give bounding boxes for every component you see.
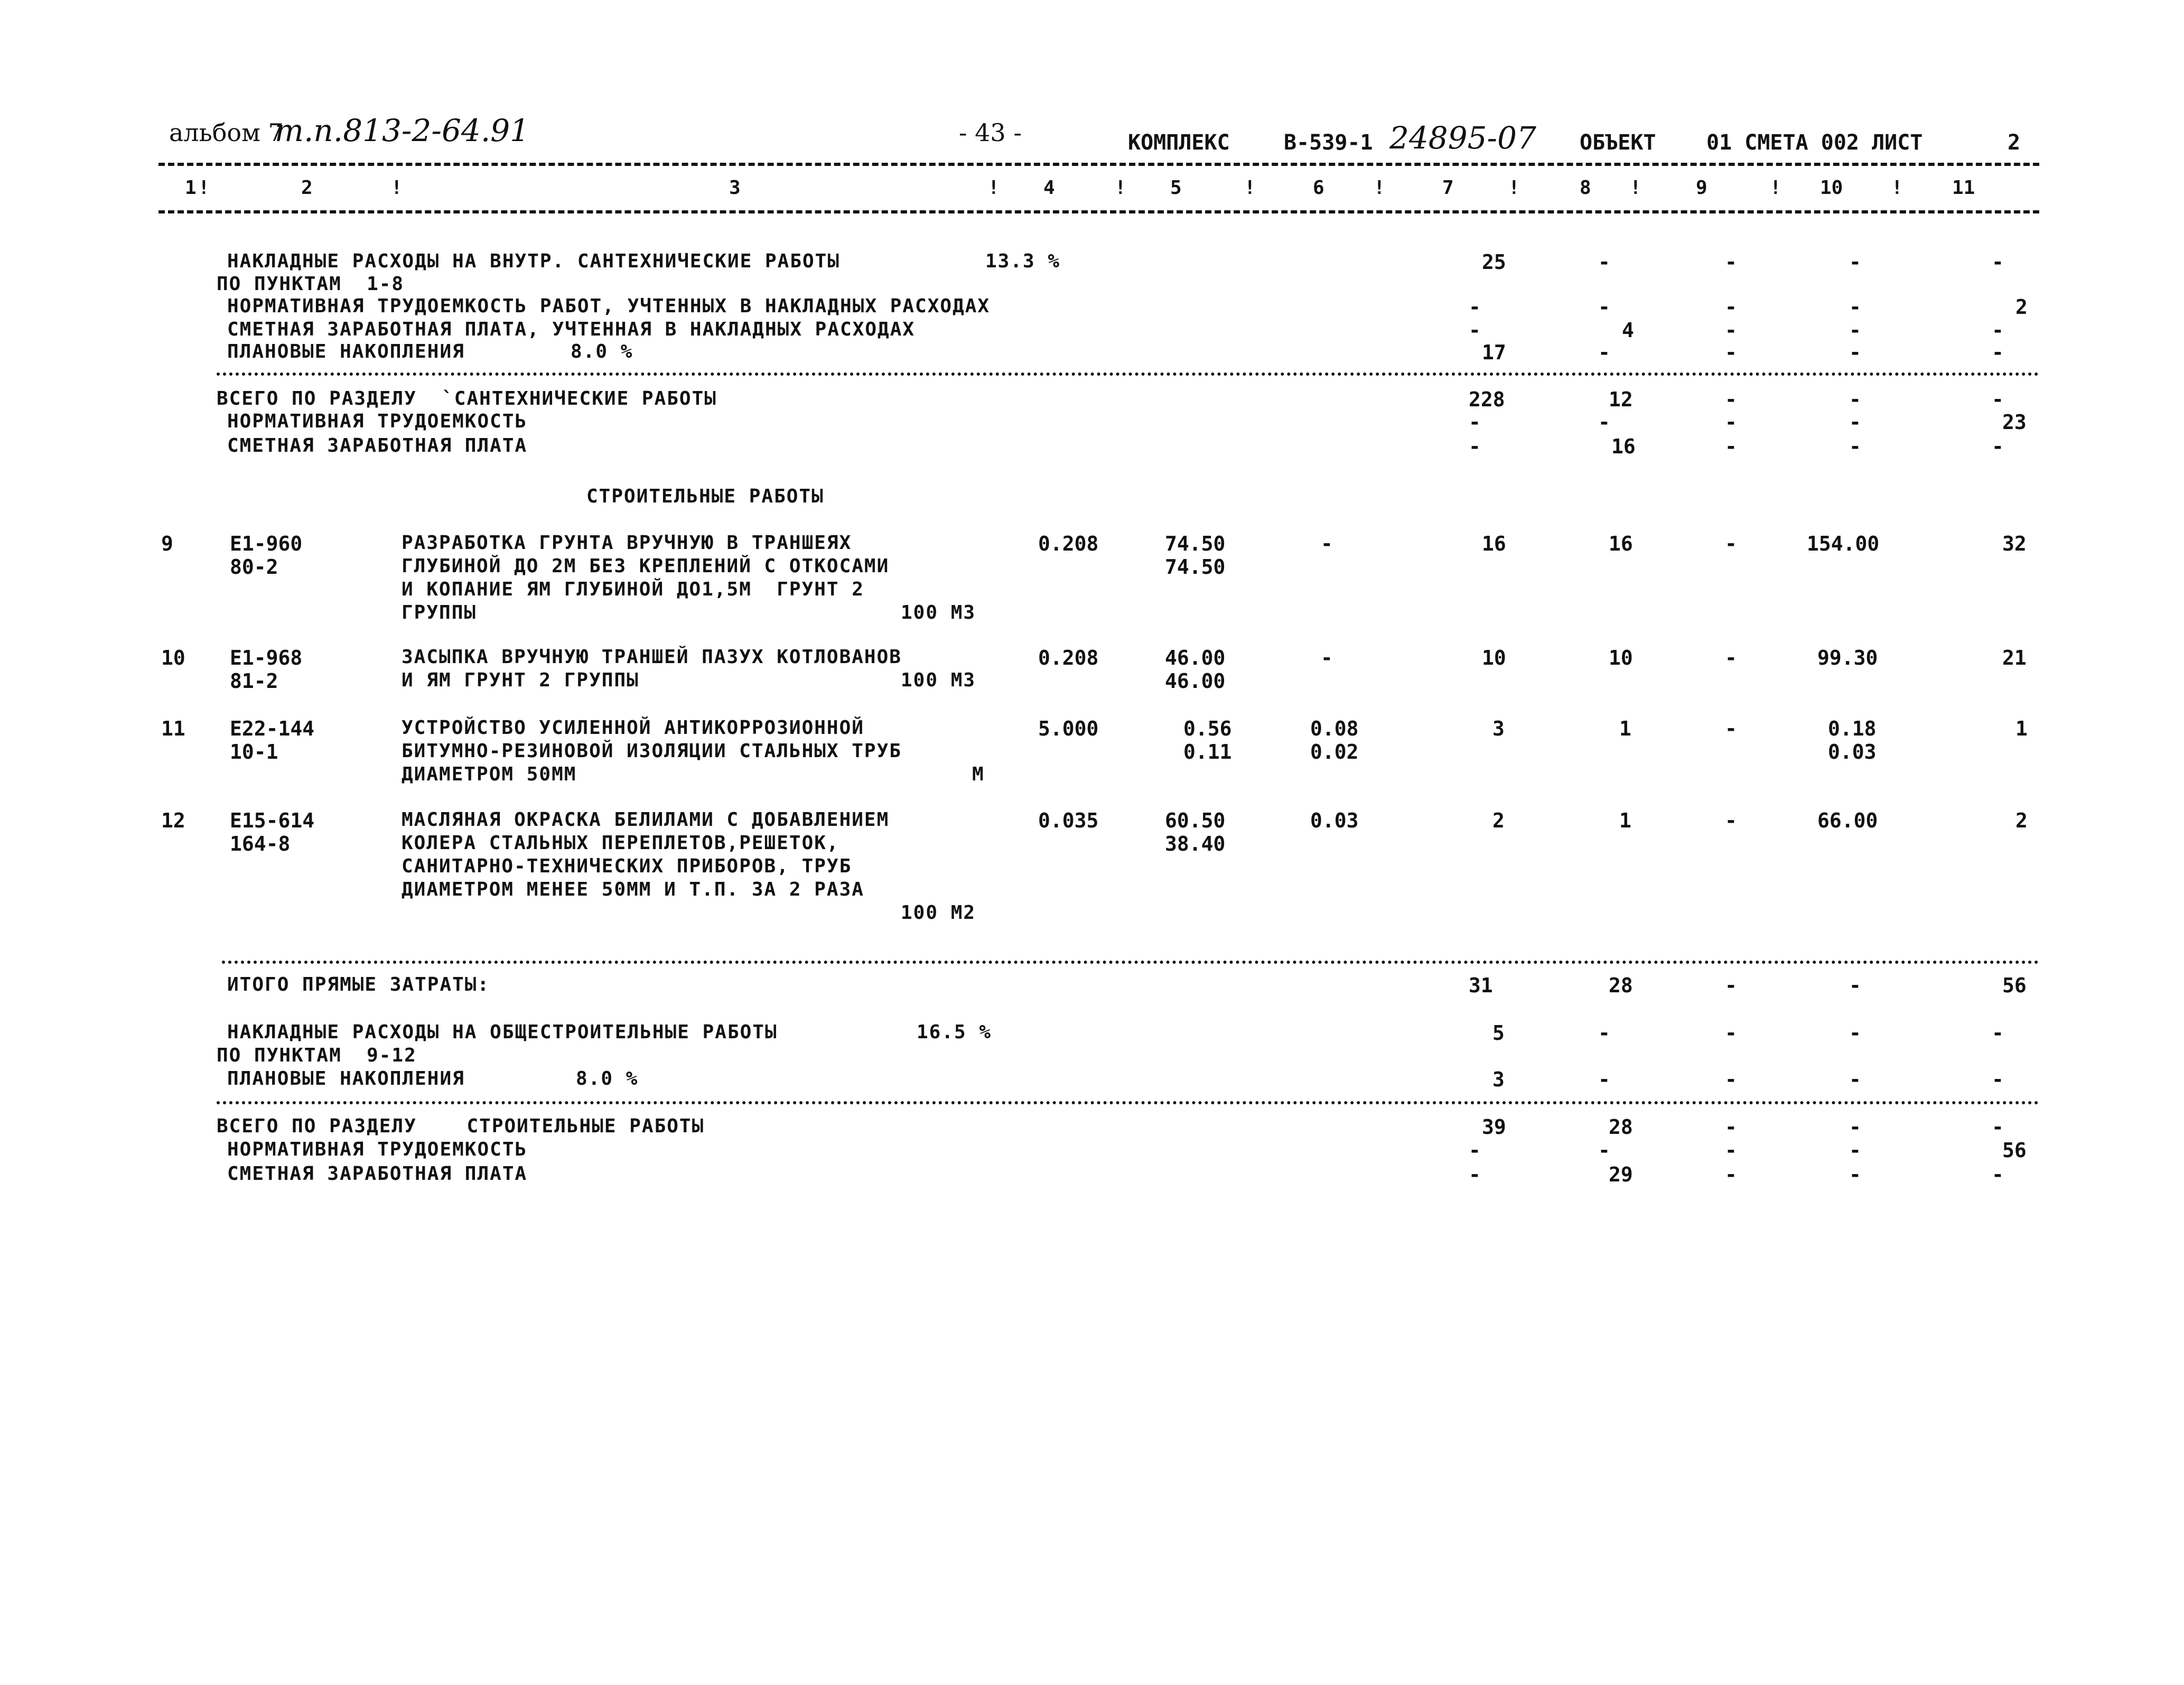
dash-cell: - <box>1849 1163 1861 1186</box>
work-description: ГРУППЫ <box>402 602 477 623</box>
rate-code: Е1-968 <box>230 646 303 669</box>
dash-cell: - <box>1725 295 1737 319</box>
rate-code: Е1-960 <box>230 532 303 555</box>
col-11: 11 <box>1952 177 1975 199</box>
col-7: 7 <box>1442 177 1454 199</box>
rate-code-sub: 10-1 <box>230 740 278 764</box>
value-cell: 28 <box>1609 1115 1633 1139</box>
work-description: УСТРОЙСТВО УСИЛЕННОЙ АНТИКОРРОЗИОННОЙ <box>402 717 864 739</box>
row-number: 12 <box>161 809 185 832</box>
value-cell: 23 <box>2002 411 2027 434</box>
col10-value: 66.00 <box>1817 809 1878 832</box>
value-cell: 39 <box>1482 1115 1506 1139</box>
dash-cell: - <box>1725 388 1737 411</box>
total-wage: СМЕТНАЯ ЗАРАБОТНАЯ ПЛАТА <box>227 1163 528 1185</box>
dash-cell: - <box>1725 411 1737 434</box>
unit-price: 0.56 <box>1183 717 1232 740</box>
col8-value: 1 <box>1619 809 1631 832</box>
value-cell: 29 <box>1609 1163 1633 1186</box>
dash-cell: - <box>1598 1021 1610 1045</box>
col10-value: 154.00 <box>1807 532 1880 555</box>
col7-value: 16 <box>1482 532 1506 555</box>
unit-price: 46.00 <box>1165 646 1226 669</box>
work-description: ЗАСЫПКА ВРУЧНУЮ ТРАНШЕЙ ПАЗУХ КОТЛОВАНОВ <box>402 646 902 668</box>
col10-value: 99.30 <box>1817 646 1878 669</box>
dash-cell: - <box>1992 1021 2004 1045</box>
dash-cell: - <box>1725 1139 1737 1162</box>
col-separator: ! <box>1244 177 1256 199</box>
planned-label: ПЛАНОВЫЕ НАКОПЛЕНИЯ <box>227 1068 465 1090</box>
dash-cell: - <box>1725 319 1737 342</box>
dash-cell: - <box>1725 974 1737 997</box>
dash-cell: - <box>1849 341 1861 364</box>
col-separator: ! <box>1374 177 1385 199</box>
section-title: СТРОИТЕЛЬНЫЕ РАБОТЫ <box>586 486 824 507</box>
col10-value-sub: 0.03 <box>1828 740 1877 764</box>
col-5: 5 <box>1170 177 1182 199</box>
direct-total-label: ИТОГО ПРЯМЫЕ ЗАТРАТЫ: <box>227 974 490 995</box>
dash-cell: - <box>1992 250 2004 274</box>
value-cell: 12 <box>1609 388 1633 411</box>
dash-cell: - <box>1725 1163 1737 1186</box>
planned-percent: 8.0 % <box>571 341 633 362</box>
unit-price: 74.50 <box>1165 532 1226 555</box>
col9-value: - <box>1725 646 1737 669</box>
rate-code: Е15-614 <box>230 809 315 832</box>
dash-cell: - <box>1992 435 2004 458</box>
unit-price: 60.50 <box>1165 809 1226 832</box>
overhead-percent: 16.5 % <box>917 1021 992 1043</box>
planned-label: ПЛАНОВЫЕ НАКОПЛЕНИЯ <box>227 341 465 362</box>
dash-cell: - <box>1849 1021 1861 1045</box>
dash-cell: - <box>1725 250 1737 274</box>
overhead-percent: 13.3 % <box>985 250 1061 272</box>
page-number: - 43 - <box>959 118 1022 147</box>
dash-cell: - <box>1849 295 1861 319</box>
col-separator: ! <box>391 177 403 199</box>
wage-overhead: СМЕТНАЯ ЗАРАБОТНАЯ ПЛАТА, УЧТЕННАЯ В НАКЛАДНЫХ РАСХОДАХ <box>227 319 916 340</box>
unit: 100 М3 <box>901 602 976 623</box>
value-cell: 228 <box>1469 388 1505 411</box>
work-description: БИТУМНО-РЕЗИНОВОЙ ИЗОЛЯЦИИ СТАЛЬНЫХ ТРУБ <box>402 740 902 762</box>
rate-code-sub: 80-2 <box>230 555 278 579</box>
dash-cell: - <box>1849 250 1861 274</box>
dash-cell: - <box>1725 341 1737 364</box>
unit-price-sub: 0.11 <box>1183 740 1232 764</box>
quantity: 0.208 <box>1038 646 1099 669</box>
col7-value: 10 <box>1482 646 1506 669</box>
dash-cell: - <box>1849 974 1861 997</box>
dash-cell: - <box>1469 435 1481 458</box>
complex-label: КОМПЛЕКС <box>1128 131 1230 155</box>
dash-cell: - <box>1469 295 1481 319</box>
doc-code: т.п.813-2-64.91 <box>275 113 530 148</box>
sheet-number: 2 <box>2008 131 2021 155</box>
dash-cell: - <box>1992 1163 2004 1186</box>
work-description: И ЯМ ГРУНТ 2 ГРУППЫ <box>402 669 639 691</box>
work-description: ГЛУБИНОЙ ДО 2М БЕЗ КРЕПЛЕНИЙ С ОТКОСАМИ <box>402 555 890 577</box>
col-separator: ! <box>1891 177 1903 199</box>
unit-price-sub: 38.40 <box>1165 832 1226 855</box>
col8-value: 1 <box>1619 717 1631 740</box>
smeta-label: 01 СМЕТА 002 ЛИСТ <box>1706 131 1923 155</box>
total-norm: НОРМАТИВНАЯ ТРУДОЕМКОСТЬ <box>227 411 528 432</box>
dash-cell: - <box>1992 1115 2004 1139</box>
row-number: 10 <box>161 646 185 669</box>
col8-value: 10 <box>1609 646 1633 669</box>
by-items: ПО ПУНКТАМ 1-8 <box>217 273 405 295</box>
dash-cell: - <box>1849 1068 1861 1091</box>
col-1: 1 <box>185 177 197 199</box>
dash-cell: - <box>1849 411 1861 434</box>
col9-value: - <box>1725 532 1737 555</box>
col-separator: ! <box>1770 177 1781 199</box>
col6-value: - <box>1321 646 1333 669</box>
work-description: РАЗРАБОТКА ГРУНТА ВРУЧНУЮ В ТРАНШЕЯХ <box>402 532 852 554</box>
total-label: ВСЕГО ПО РАЗДЕЛУ `САНТЕХНИЧЕСКИЕ РАБОТЫ <box>217 388 717 409</box>
value-cell: 28 <box>1609 974 1633 997</box>
col-4: 4 <box>1043 177 1055 199</box>
value-cell: 3 <box>1492 1068 1505 1091</box>
album-label: альбом 7 <box>169 118 284 147</box>
work-description: САНИТАРНО-ТЕХНИЧЕСКИХ ПРИБОРОВ, ТРУБ <box>402 855 852 877</box>
col-separator: ! <box>988 177 1000 199</box>
value-cell: 56 <box>2002 974 2027 997</box>
object-code: 24895-07 <box>1389 120 1536 156</box>
unit: М <box>972 764 985 785</box>
col9-value: - <box>1725 717 1737 740</box>
unit: 100 М3 <box>901 669 976 691</box>
col11-value: 1 <box>2015 717 2028 740</box>
dash-cell: - <box>1992 1068 2004 1091</box>
section-rule <box>217 1101 2039 1104</box>
quantity: 0.208 <box>1038 532 1099 555</box>
col8-value: 16 <box>1609 532 1633 555</box>
dash-cell: - <box>1992 388 2004 411</box>
rate-code-sub: 81-2 <box>230 669 278 693</box>
col6-value: - <box>1321 532 1333 555</box>
col6-value-sub: 0.02 <box>1310 740 1359 764</box>
value-cell: 2 <box>2015 295 2028 319</box>
col-3: 3 <box>729 177 741 199</box>
col11-value: 2 <box>2015 809 2028 832</box>
col6-value: 0.08 <box>1310 717 1359 740</box>
col11-value: 32 <box>2002 532 2027 555</box>
col-separator: ! <box>1508 177 1520 199</box>
work-description: МАСЛЯНАЯ ОКРАСКА БЕЛИЛАМИ С ДОБАВЛЕНИЕМ <box>402 809 890 831</box>
dash-cell: - <box>1992 319 2004 342</box>
col-9: 9 <box>1696 177 1707 199</box>
work-description: КОЛЕРА СТАЛЬНЫХ ПЕРЕПЛЕТОВ,РЕШЕТОК, <box>402 832 839 854</box>
col9-value: - <box>1725 809 1737 832</box>
value-cell: 4 <box>1622 319 1634 342</box>
dash-cell: - <box>1598 1068 1610 1091</box>
value-cell: 17 <box>1482 341 1506 364</box>
dash-cell: - <box>1725 1115 1737 1139</box>
dash-cell: - <box>1598 341 1610 364</box>
work-description: ДИАМЕТРОМ МЕНЕЕ 50ММ И Т.П. ЗА 2 РАЗА <box>402 879 864 900</box>
section-rule <box>222 961 2039 964</box>
value-cell: 16 <box>1611 435 1636 458</box>
col7-value: 3 <box>1492 717 1505 740</box>
dash-cell: - <box>1849 1139 1861 1162</box>
col-6: 6 <box>1313 177 1324 199</box>
total-wage: СМЕТНАЯ ЗАРАБОТНАЯ ПЛАТА <box>227 435 528 457</box>
dash-cell: - <box>1849 435 1861 458</box>
value-cell: 31 <box>1469 974 1493 997</box>
dash-cell: - <box>1598 1139 1610 1162</box>
dash-cell: - <box>1598 250 1610 274</box>
dash-cell: - <box>1598 411 1610 434</box>
col11-value: 21 <box>2002 646 2027 669</box>
rate-code-sub: 164-8 <box>230 832 291 855</box>
value-cell: 25 <box>1482 250 1506 274</box>
unit: 100 М2 <box>901 902 976 924</box>
col-separator: ! <box>1630 177 1641 199</box>
header-rule-bottom <box>158 210 2039 213</box>
unit-price-sub: 46.00 <box>1165 669 1226 693</box>
dash-cell: - <box>1992 341 2004 364</box>
work-description: ДИАМЕТРОМ 50ММ <box>402 764 577 785</box>
dash-cell: - <box>1469 1163 1481 1186</box>
dash-cell: - <box>1725 435 1737 458</box>
value-cell: 56 <box>2002 1139 2027 1162</box>
dash-cell: - <box>1849 1115 1861 1139</box>
col-2: 2 <box>301 177 313 199</box>
work-description: И КОПАНИЕ ЯМ ГЛУБИНОЙ ДО1,5М ГРУНТ 2 <box>402 579 864 600</box>
col6-value: 0.03 <box>1310 809 1359 832</box>
overhead-label: НАКЛАДНЫЕ РАСХОДЫ НА ОБЩЕСТРОИТЕЛЬНЫЕ РАБОТЫ <box>227 1021 778 1043</box>
dash-cell: - <box>1469 319 1481 342</box>
norm-labor-overhead: НОРМАТИВНАЯ ТРУДОЕМКОСТЬ РАБОТ, УЧТЕННЫХ В НАКЛАДНЫХ РАСХОДАХ <box>227 295 991 317</box>
dash-cell: - <box>1725 1068 1737 1091</box>
dash-cell: - <box>1849 319 1861 342</box>
planned-percent: 8.0 % <box>576 1068 639 1090</box>
col10-value: 0.18 <box>1828 717 1877 740</box>
quantity: 0.035 <box>1038 809 1099 832</box>
col7-value: 2 <box>1492 809 1505 832</box>
rate-code: Е22-144 <box>230 717 315 740</box>
value-cell: 5 <box>1492 1021 1505 1045</box>
col-8: 8 <box>1580 177 1591 199</box>
header-rule-top <box>158 163 2039 166</box>
quantity: 5.000 <box>1038 717 1099 740</box>
section-rule <box>217 373 2039 376</box>
col-separator: ! <box>198 177 210 199</box>
row-number: 9 <box>161 532 173 555</box>
dash-cell: - <box>1469 1139 1481 1162</box>
total-label: ВСЕГО ПО РАЗДЕЛУ СТРОИТЕЛЬНЫЕ РАБОТЫ <box>217 1115 705 1137</box>
dash-cell: - <box>1598 295 1610 319</box>
col-10: 10 <box>1820 177 1843 199</box>
object-label: ОБЪЕКТ <box>1580 131 1656 155</box>
overhead-label: НАКЛАДНЫЕ РАСХОДЫ НА ВНУТР. САНТЕХНИЧЕСКИЕ РАБОТЫ <box>227 250 841 272</box>
dash-cell: - <box>1469 411 1481 434</box>
total-norm: НОРМАТИВНАЯ ТРУДОЕМКОСТЬ <box>227 1139 528 1160</box>
dash-cell: - <box>1725 1021 1737 1045</box>
col-separator: ! <box>1115 177 1126 199</box>
complex-code: В-539-1 <box>1284 131 1373 155</box>
by-items: ПО ПУНКТАМ 9-12 <box>217 1045 417 1066</box>
unit-price-sub: 74.50 <box>1165 555 1226 579</box>
row-number: 11 <box>161 717 185 740</box>
dash-cell: - <box>1849 388 1861 411</box>
